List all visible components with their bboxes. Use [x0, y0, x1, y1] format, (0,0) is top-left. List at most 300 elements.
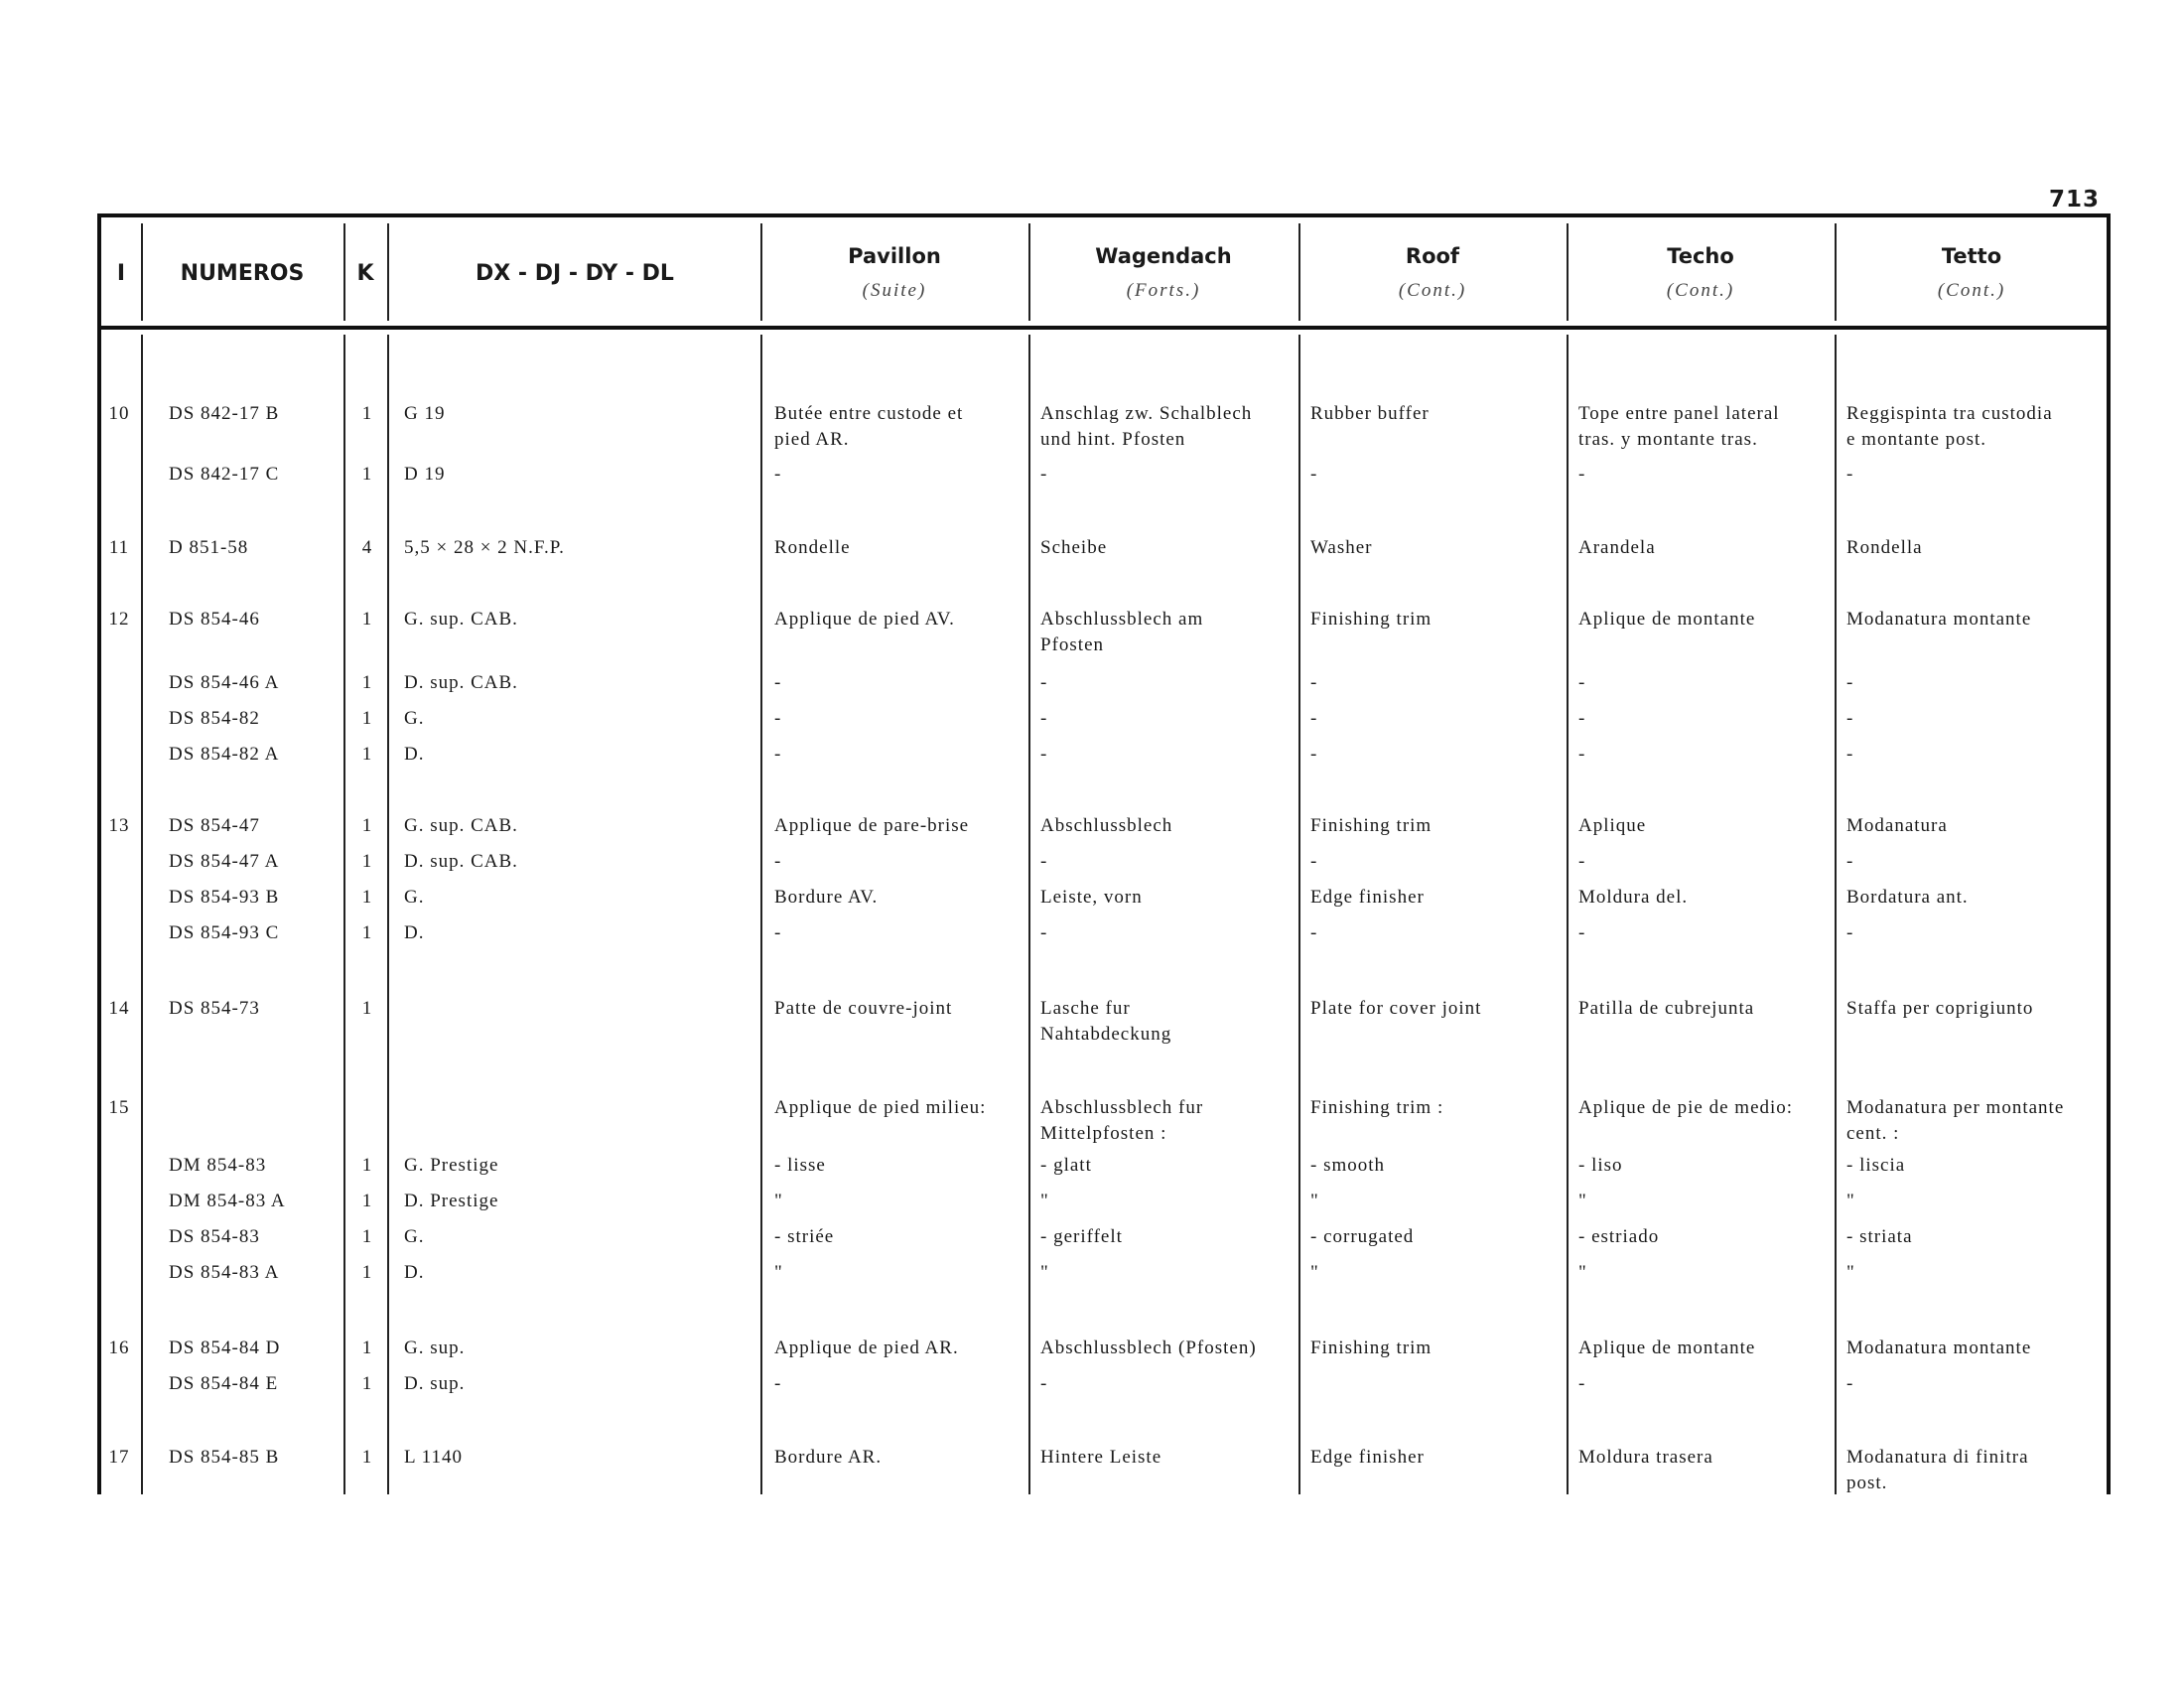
part-reference: DS 854-83 [169, 1226, 260, 1247]
quantity: 1 [361, 851, 373, 872]
header-french-title: Pavillon [848, 244, 941, 268]
description-line: - [1578, 464, 1586, 485]
description-line: - [1578, 744, 1586, 765]
description-line: - [1846, 851, 1854, 872]
description-en [1310, 1224, 1414, 1250]
header-german [1030, 221, 1297, 325]
part-reference: DS 854-84 E [169, 1373, 279, 1394]
description-it [1846, 1336, 2031, 1361]
description-de [1040, 535, 1107, 561]
description-line: Pfosten [1040, 634, 1104, 655]
description-it [1846, 401, 2053, 453]
header-english-sub: (Cont.) [1398, 280, 1467, 301]
description-line: - [1040, 708, 1048, 729]
part-reference: DS 854-46 A [169, 672, 280, 693]
description-en [1310, 535, 1373, 561]
description-it [1846, 535, 1923, 561]
description-line: Tope entre panel lateral [1578, 403, 1780, 424]
description-line: - [1310, 744, 1318, 765]
description-line: - [774, 708, 782, 729]
description-de [1040, 849, 1047, 875]
header-english [1300, 221, 1565, 325]
divider [1835, 335, 1837, 1494]
item-number: 17 [108, 1447, 130, 1468]
description-line: Anschlag zw. Schalblech [1040, 403, 1253, 424]
description-line: Aplique de montante [1578, 609, 1756, 630]
description-it [1846, 670, 1853, 696]
header-models: DX - DJ - DY - DL [476, 260, 674, 286]
quantity: 1 [361, 744, 373, 765]
description-line: post. [1846, 1473, 1888, 1493]
header-french-sub: (Suite) [862, 280, 927, 301]
description-line: - geriffelt [1040, 1226, 1123, 1247]
header-i: I [116, 260, 126, 286]
description-it [1846, 813, 1948, 839]
description-it [1846, 462, 1853, 488]
description-de [1040, 1224, 1123, 1250]
quantity: 1 [361, 998, 373, 1019]
header-italian-title: Tetto [1941, 244, 2002, 268]
description-de [1040, 920, 1047, 946]
part-reference: D 851-58 [169, 537, 249, 558]
description-line: Mittelpfosten : [1040, 1123, 1167, 1144]
divider [141, 223, 143, 321]
description-es [1578, 401, 1780, 453]
description-it [1846, 885, 1969, 911]
description-line: - [1578, 708, 1586, 729]
description-line: - [1846, 672, 1854, 693]
description-line: pied AR. [774, 429, 850, 450]
header-numeros: NUMEROS [180, 260, 305, 286]
model-spec: D. sup. CAB. [404, 672, 518, 693]
model-spec: G. [404, 708, 425, 729]
part-reference: DS 854-47 [169, 815, 260, 836]
description-fr [774, 1336, 959, 1361]
divider [1298, 335, 1300, 1494]
description-line: Edge finisher [1310, 1447, 1425, 1468]
description-en [1310, 885, 1425, 911]
description-fr [774, 849, 781, 875]
description-line: Patte de couvre-joint [774, 998, 953, 1019]
description-es [1578, 1260, 1587, 1286]
description-de [1040, 885, 1143, 911]
description-line: - [1310, 851, 1318, 872]
description-line: - [774, 744, 782, 765]
description-de [1040, 1445, 1161, 1471]
item-number: 16 [108, 1337, 130, 1358]
description-line: " [1040, 1262, 1049, 1283]
description-line: e montante post. [1846, 429, 1987, 450]
description-line: Bordatura ant. [1846, 887, 1969, 908]
description-line: Rondella [1846, 537, 1923, 558]
description-de [1040, 1189, 1049, 1214]
description-de [1040, 1371, 1047, 1397]
header-german-sub: (Forts.) [1126, 280, 1201, 301]
quantity: 1 [361, 1447, 373, 1468]
description-line: " [774, 1191, 783, 1211]
description-line: - lisse [774, 1155, 826, 1176]
table-row [97, 920, 2111, 950]
table-row [97, 1095, 2111, 1144]
description-it [1846, 1153, 1905, 1179]
table-row [97, 885, 2111, 914]
description-fr [774, 1095, 986, 1121]
description-line: " [1846, 1262, 1855, 1283]
table-row [97, 706, 2111, 736]
description-line: tras. y montante tras. [1578, 429, 1758, 450]
description-line: - [1310, 464, 1318, 485]
description-de [1040, 706, 1047, 732]
description-line: - [1846, 1373, 1854, 1394]
part-reference: DS 854-82 [169, 708, 260, 729]
part-reference: DM 854-83 A [169, 1191, 286, 1211]
description-de [1040, 1336, 1257, 1361]
description-de [1040, 996, 1171, 1048]
description-de [1040, 670, 1047, 696]
description-es [1578, 706, 1585, 732]
description-es [1578, 813, 1646, 839]
header-spanish [1569, 221, 1833, 325]
description-line: - [1310, 922, 1318, 943]
description-es [1578, 535, 1656, 561]
description-fr [774, 813, 969, 839]
divider [1028, 223, 1030, 321]
description-line: Aplique de montante [1578, 1337, 1756, 1358]
description-line: und hint. Pfosten [1040, 429, 1186, 450]
description-en [1310, 1336, 1432, 1361]
model-spec: D. sup. [404, 1373, 466, 1394]
description-line: " [1846, 1191, 1855, 1211]
table-row [97, 1371, 2111, 1401]
table-row [97, 849, 2111, 879]
table-row [97, 1445, 2111, 1493]
description-line: Finishing trim [1310, 1337, 1433, 1358]
description-fr [774, 607, 955, 633]
description-line: Plate for cover joint [1310, 998, 1482, 1019]
description-fr [774, 670, 781, 696]
description-line: " [1578, 1191, 1587, 1211]
table-row [97, 1260, 2111, 1290]
description-line: Applique de pare-brise [774, 815, 970, 836]
description-fr [774, 885, 878, 911]
model-spec: G 19 [404, 403, 446, 424]
table-row [97, 535, 2111, 565]
quantity: 1 [361, 815, 373, 836]
table-row [97, 742, 2111, 772]
description-en [1310, 607, 1432, 633]
table-top-border [97, 213, 2111, 217]
description-en [1310, 1189, 1319, 1214]
description-line: Washer [1310, 537, 1373, 558]
description-it [1846, 1260, 1855, 1286]
description-line: Leiste, vorn [1040, 887, 1143, 908]
description-line: Butée entre custode et [774, 403, 964, 424]
description-de [1040, 462, 1047, 488]
description-it [1846, 1371, 1853, 1397]
quantity: 1 [361, 887, 373, 908]
description-line: - [1040, 744, 1048, 765]
header-german-title: Wagendach [1095, 244, 1232, 268]
model-spec: G. [404, 887, 425, 908]
divider [141, 335, 143, 1494]
description-line: Modanatura montante [1846, 1337, 2032, 1358]
divider [760, 335, 762, 1494]
description-de [1040, 1153, 1092, 1179]
divider [343, 335, 345, 1494]
description-line: - [1846, 708, 1854, 729]
description-es [1578, 1224, 1659, 1250]
part-reference: DS 854-93 C [169, 922, 280, 943]
description-it [1846, 1445, 2029, 1496]
description-line: - [1846, 464, 1854, 485]
part-reference: DS 854-46 [169, 609, 260, 630]
description-es [1578, 1371, 1585, 1397]
part-reference: DS 854-73 [169, 998, 260, 1019]
description-en [1310, 1095, 1443, 1121]
description-line: Finishing trim : [1310, 1097, 1444, 1118]
table-row [97, 1336, 2111, 1365]
description-line: " [1578, 1262, 1587, 1283]
model-spec: D. [404, 1262, 425, 1283]
description-fr [774, 401, 963, 453]
description-line: Finishing trim [1310, 609, 1433, 630]
description-en [1310, 849, 1317, 875]
part-reference: DS 854-83 A [169, 1262, 280, 1283]
description-en [1310, 996, 1481, 1022]
quantity: 1 [361, 672, 373, 693]
quantity: 1 [361, 1155, 373, 1176]
description-es [1578, 462, 1585, 488]
description-line: - [774, 464, 782, 485]
description-de [1040, 607, 1203, 658]
description-en [1310, 920, 1317, 946]
model-spec: D. [404, 744, 425, 765]
description-line: Modanatura di finitra [1846, 1447, 2029, 1468]
part-reference: DS 854-82 A [169, 744, 280, 765]
description-line: - [1846, 922, 1854, 943]
part-reference: DS 854-85 B [169, 1447, 280, 1468]
description-line: - [1578, 1373, 1586, 1394]
description-fr [774, 1189, 783, 1214]
model-spec: L 1140 [404, 1447, 463, 1468]
divider [1298, 223, 1300, 321]
part-reference: DM 854-83 [169, 1155, 267, 1176]
quantity: 1 [361, 1337, 373, 1358]
header-italian-sub: (Cont.) [1937, 280, 2006, 301]
description-line: - liscia [1846, 1155, 1906, 1176]
description-line: - [774, 672, 782, 693]
description-fr [774, 920, 781, 946]
table-row [97, 607, 2111, 655]
header-italian [1837, 221, 2107, 325]
description-fr [774, 535, 851, 561]
description-line: Staffa per coprigiunto [1846, 998, 2034, 1019]
page-number: 713 [2049, 187, 2101, 212]
description-line: - glatt [1040, 1155, 1092, 1176]
item-number: 13 [108, 815, 130, 836]
description-line: Rubber buffer [1310, 403, 1430, 424]
description-line: Aplique [1578, 815, 1647, 836]
description-en [1310, 670, 1317, 696]
description-it [1846, 849, 1853, 875]
divider [387, 223, 389, 321]
description-de [1040, 742, 1047, 768]
description-it [1846, 996, 2033, 1022]
description-it [1846, 920, 1853, 946]
model-spec: G. [404, 1226, 425, 1247]
quantity: 1 [361, 1373, 373, 1394]
quantity: 4 [361, 537, 373, 558]
description-line: - [774, 851, 782, 872]
description-it [1846, 1224, 1913, 1250]
description-line: - smooth [1310, 1155, 1386, 1176]
part-reference: DS 854-93 B [169, 887, 280, 908]
divider [1567, 335, 1569, 1494]
description-line: - [1846, 744, 1854, 765]
description-en [1310, 1153, 1385, 1179]
item-number: 10 [108, 403, 130, 424]
quantity: 1 [361, 1226, 373, 1247]
description-it [1846, 607, 2031, 633]
description-line: - [1040, 464, 1048, 485]
description-line: - [1578, 922, 1586, 943]
description-line: - estriado [1578, 1226, 1660, 1247]
description-line: Modanatura per montante [1846, 1097, 2065, 1118]
description-line: Aplique de pie de medio: [1578, 1097, 1794, 1118]
description-fr [774, 1371, 781, 1397]
quantity: 1 [361, 922, 373, 943]
description-es [1578, 996, 1754, 1022]
description-de [1040, 1095, 1203, 1147]
description-line: " [774, 1262, 783, 1283]
description-line: Patilla de cubrejunta [1578, 998, 1755, 1019]
description-es [1578, 885, 1688, 911]
description-line: Hintere Leiste [1040, 1447, 1162, 1468]
description-line: Scheibe [1040, 537, 1108, 558]
divider [1567, 223, 1569, 321]
model-spec: G. sup. [404, 1337, 466, 1358]
description-line: Rondelle [774, 537, 851, 558]
quantity: 1 [361, 403, 373, 424]
description-line: - [1310, 672, 1318, 693]
description-it [1846, 706, 1853, 732]
description-es [1578, 742, 1585, 768]
description-line: - [1578, 851, 1586, 872]
part-reference: DS 854-47 A [169, 851, 280, 872]
description-line: Moldura del. [1578, 887, 1689, 908]
description-es [1578, 1336, 1755, 1361]
description-fr [774, 742, 781, 768]
quantity: 1 [361, 708, 373, 729]
description-line: Modanatura montante [1846, 609, 2032, 630]
description-line: cent. : [1846, 1123, 1900, 1144]
description-fr [774, 1153, 826, 1179]
description-line: " [1310, 1262, 1319, 1283]
table-row [97, 462, 2111, 492]
description-en [1310, 813, 1432, 839]
description-line: - [774, 922, 782, 943]
description-line: Abschlussblech fur [1040, 1097, 1204, 1118]
description-line: Bordure AR. [774, 1447, 883, 1468]
model-spec: D. [404, 922, 425, 943]
description-line: - striée [774, 1226, 835, 1247]
description-en [1310, 1260, 1319, 1286]
header-english-title: Roof [1405, 244, 1460, 268]
description-line: Edge finisher [1310, 887, 1425, 908]
description-line: - [1310, 708, 1318, 729]
description-it [1846, 1189, 1855, 1214]
description-en [1310, 742, 1317, 768]
description-line: - [1040, 672, 1048, 693]
description-it [1846, 742, 1853, 768]
divider [1028, 335, 1030, 1494]
description-line: - [774, 1373, 782, 1394]
table-row [97, 813, 2111, 843]
description-line: - [1578, 672, 1586, 693]
item-number: 15 [108, 1097, 130, 1118]
model-spec: G. sup. CAB. [404, 815, 518, 836]
description-es [1578, 670, 1585, 696]
model-spec: G. Prestige [404, 1155, 499, 1176]
description-line: Applique de pied milieu: [774, 1097, 987, 1118]
description-es [1578, 920, 1585, 946]
divider [760, 223, 762, 321]
description-line: Bordure AV. [774, 887, 879, 908]
model-spec: 5,5 × 28 × 2 N.F.P. [404, 537, 565, 558]
description-fr [774, 1260, 783, 1286]
description-line: Abschlussblech (Pfosten) [1040, 1337, 1257, 1358]
description-en [1310, 706, 1317, 732]
description-line: Reggispinta tra custodia [1846, 403, 2053, 424]
model-spec: D. Prestige [404, 1191, 499, 1211]
model-spec: G. sup. CAB. [404, 609, 518, 630]
description-line: - [1040, 922, 1048, 943]
header-french [762, 221, 1026, 325]
description-de [1040, 813, 1172, 839]
description-line: Abschlussblech [1040, 815, 1173, 836]
quantity: 1 [361, 464, 373, 485]
item-number: 14 [108, 998, 130, 1019]
divider [387, 335, 389, 1494]
description-line: " [1310, 1191, 1319, 1211]
description-line: - liso [1578, 1155, 1623, 1176]
header-k: K [356, 260, 374, 286]
header-rule [97, 326, 2111, 330]
description-es [1578, 607, 1755, 633]
description-en [1310, 1445, 1425, 1471]
description-fr [774, 1224, 834, 1250]
description-line: Moldura trasera [1578, 1447, 1713, 1468]
table-row [97, 1153, 2111, 1183]
description-en [1310, 462, 1317, 488]
part-reference: DS 842-17 B [169, 403, 280, 424]
part-reference: DS 842-17 C [169, 464, 280, 485]
header-spanish-sub: (Cont.) [1666, 280, 1735, 301]
table-row [97, 996, 2111, 1045]
description-en [1310, 401, 1430, 427]
table-row [97, 1189, 2111, 1218]
description-line: - corrugated [1310, 1226, 1415, 1247]
table-row [97, 670, 2111, 700]
table-row [97, 1224, 2111, 1254]
description-line: Applique de pied AR. [774, 1337, 959, 1358]
description-es [1578, 1153, 1623, 1179]
part-reference: DS 854-84 D [169, 1337, 281, 1358]
description-line: Finishing trim [1310, 815, 1433, 836]
item-number: 12 [108, 609, 130, 630]
description-line: - [1040, 1373, 1048, 1394]
quantity: 1 [361, 1262, 373, 1283]
